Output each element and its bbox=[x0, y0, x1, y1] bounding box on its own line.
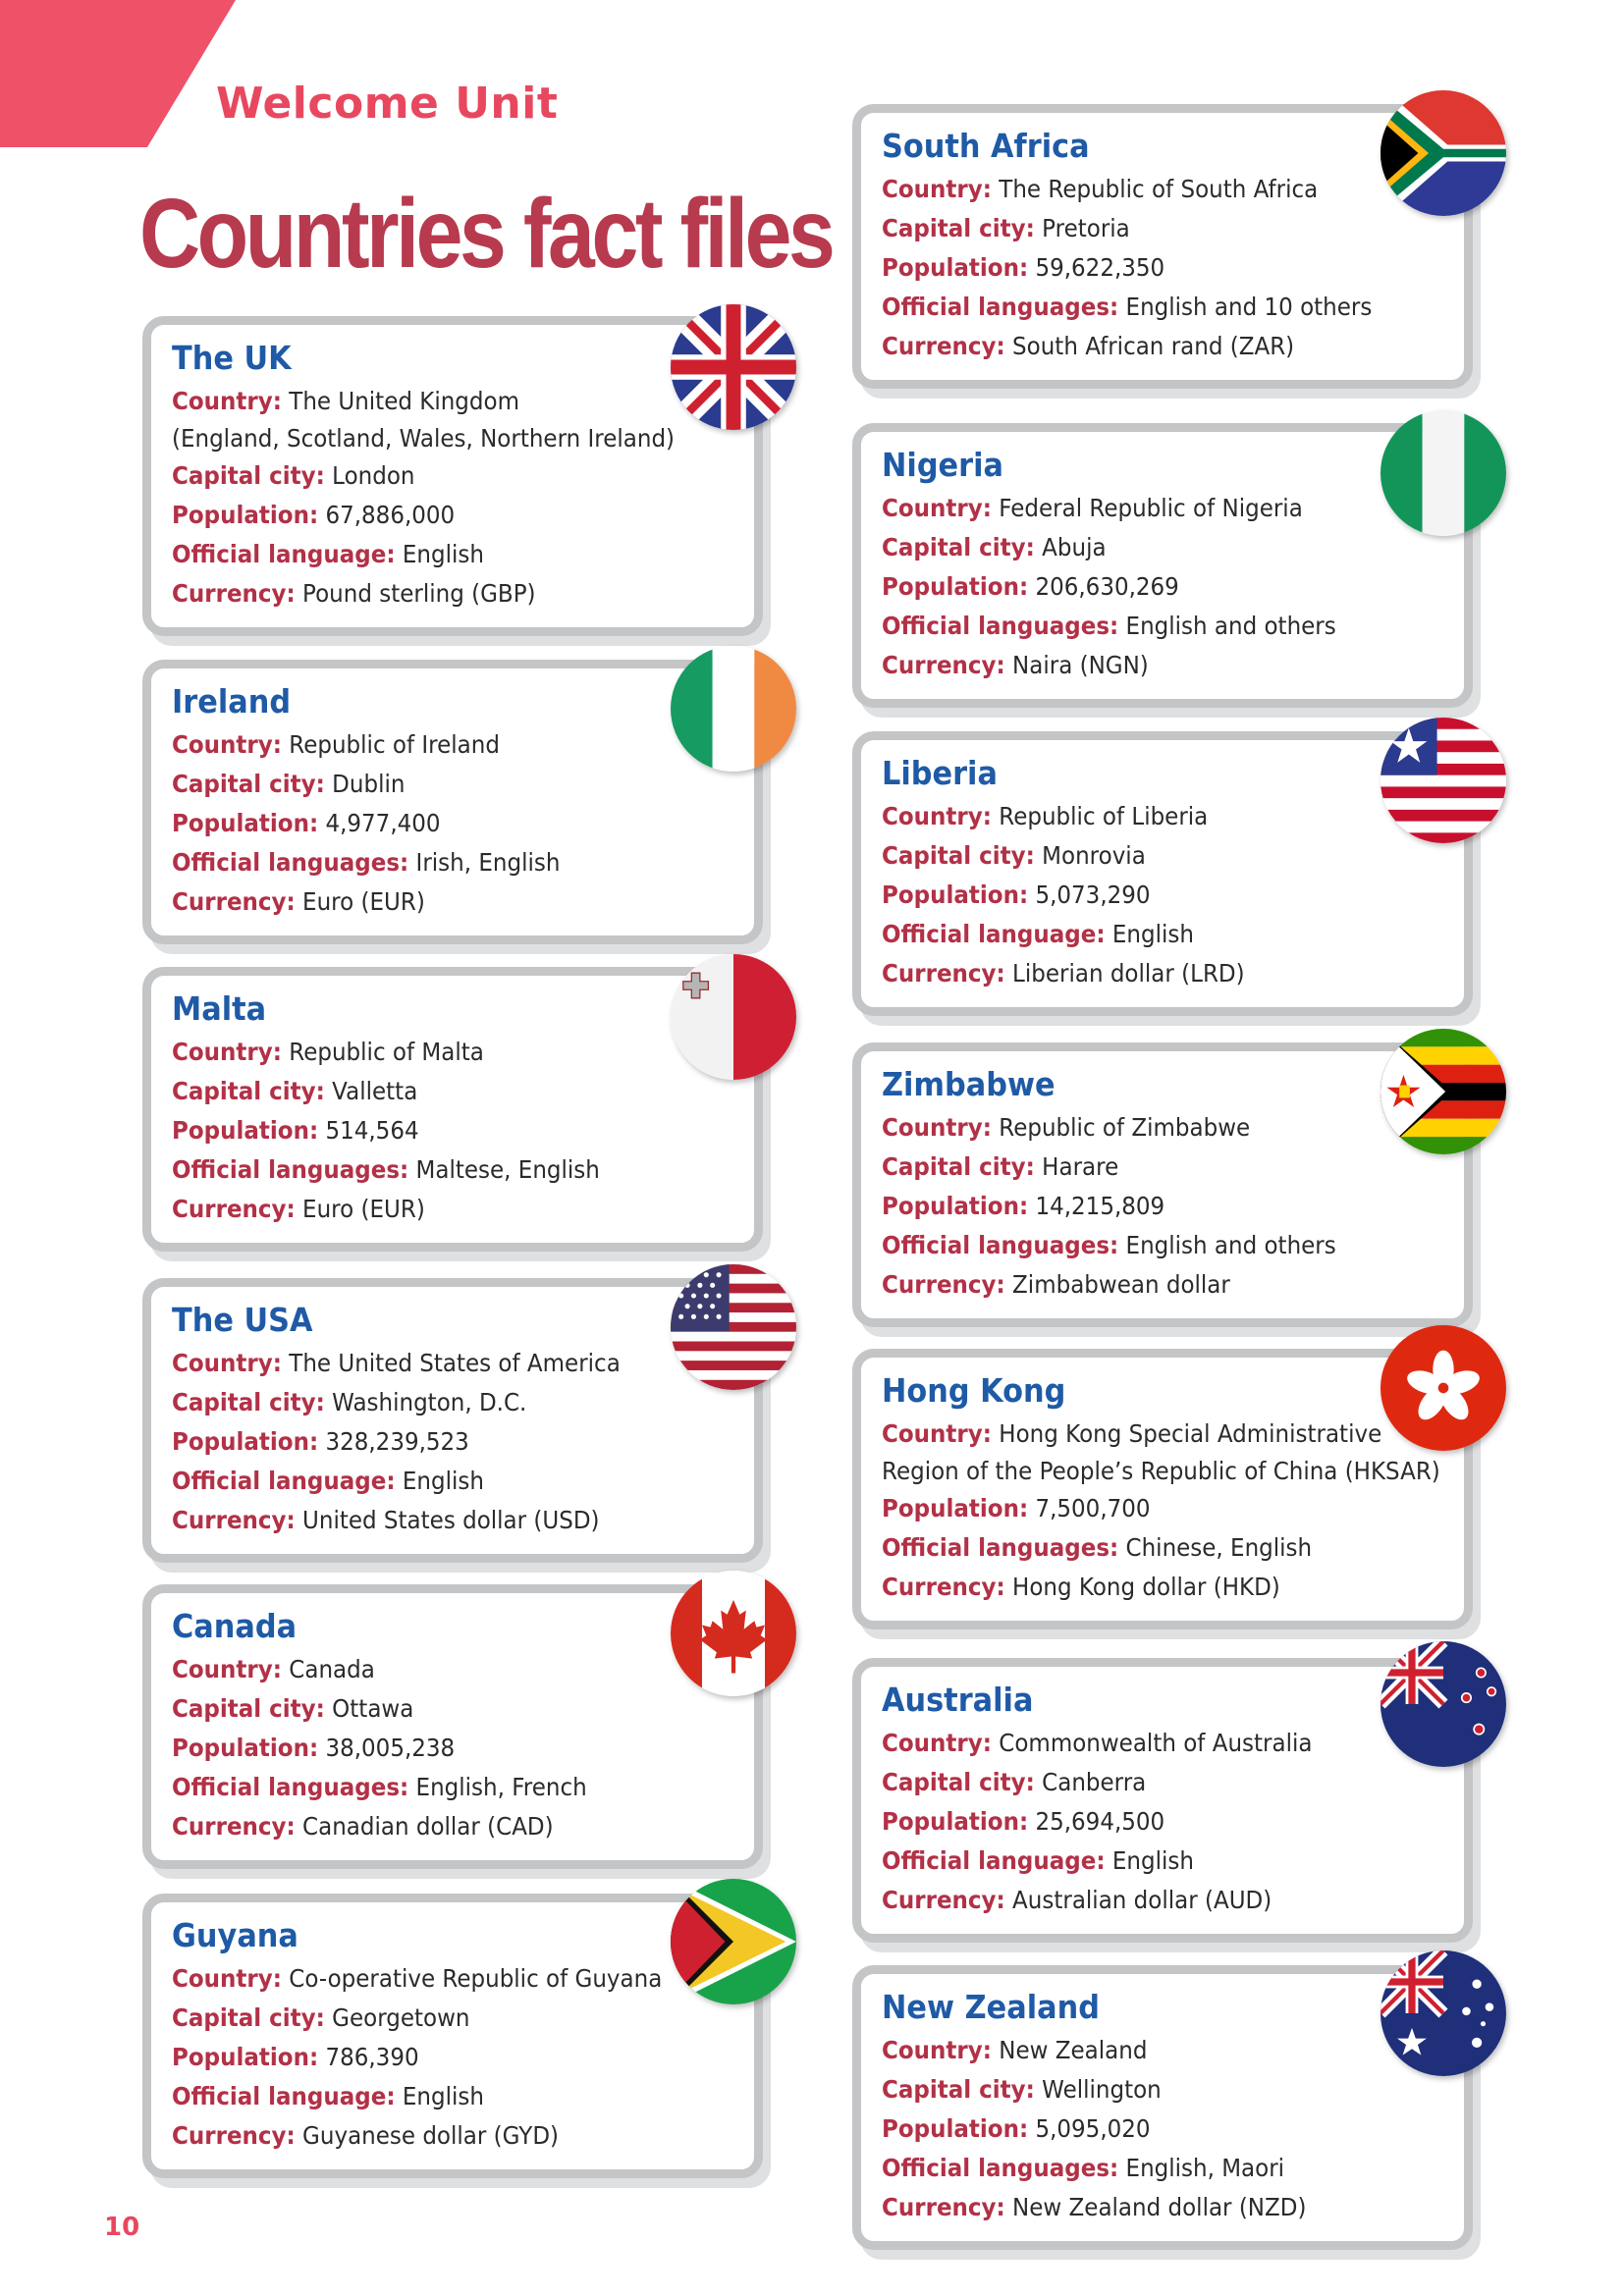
page-number: 10 bbox=[104, 2213, 140, 2242]
fact-card-liberia bbox=[852, 731, 1473, 1016]
capital-row: Capital city: London bbox=[172, 461, 415, 491]
language-row: Official language: English bbox=[882, 920, 1194, 949]
languages-row: Official languages: English, French bbox=[172, 1773, 587, 1802]
country-row: Country: The Republic of South Africa bbox=[882, 175, 1319, 204]
capital-row: Capital city: Canberra bbox=[882, 1768, 1147, 1797]
liberia-flag-icon bbox=[1380, 718, 1506, 843]
card-heading: New Zealand bbox=[882, 1988, 1100, 2026]
card-heading: South Africa bbox=[882, 127, 1090, 165]
population-row: Population: 59,622,350 bbox=[882, 253, 1165, 283]
capital-row: Capital city: Ottawa bbox=[172, 1694, 414, 1724]
country-row: Country: Republic of Liberia bbox=[882, 802, 1209, 831]
fact-card-ireland bbox=[142, 660, 763, 944]
capital-row: Capital city: Pretoria bbox=[882, 214, 1130, 243]
currency-row: Currency: Australian dollar (AUD) bbox=[882, 1886, 1272, 1915]
fact-card-zimbabwe bbox=[852, 1042, 1473, 1327]
card-heading: Ireland bbox=[172, 682, 292, 721]
unit-label: Welcome Unit bbox=[216, 79, 559, 129]
card-heading: Canada bbox=[172, 1607, 298, 1645]
country-row-continued: Region of the People’s Republic of China (HKSAR) bbox=[882, 1457, 1440, 1486]
currency-row: Currency: Canadian dollar (CAD) bbox=[172, 1812, 554, 1842]
capital-row: Capital city: Monrovia bbox=[882, 841, 1146, 871]
country-row: Country: The United States of America bbox=[172, 1349, 621, 1378]
south-africa-flag-icon bbox=[1380, 90, 1506, 216]
new-zealand-flag-icon bbox=[1380, 1950, 1506, 2076]
country-row-continued: (England, Scotland, Wales, Northern Ireland) bbox=[172, 424, 676, 454]
capital-row: Capital city: Washington, D.C. bbox=[172, 1388, 527, 1417]
currency-row: Currency: Guyanese dollar (GYD) bbox=[172, 2121, 560, 2151]
hong-kong-flag-icon bbox=[1380, 1325, 1506, 1451]
population-row: Population: 786,390 bbox=[172, 2043, 419, 2072]
currency-row: Currency: Zimbabwean dollar bbox=[882, 1270, 1230, 1300]
currency-row: Currency: United States dollar (USD) bbox=[172, 1506, 600, 1535]
population-row: Population: 67,886,000 bbox=[172, 501, 456, 530]
card-heading: Liberia bbox=[882, 754, 998, 792]
capital-row: Capital city: Dublin bbox=[172, 770, 406, 799]
capital-row: Capital city: Georgetown bbox=[172, 2003, 470, 2033]
usa-flag-icon bbox=[671, 1264, 796, 1390]
corner-tab-decoration bbox=[0, 0, 236, 147]
currency-row: Currency: New Zealand dollar (NZD) bbox=[882, 2193, 1307, 2222]
language-row: Official language: English bbox=[882, 1846, 1194, 1876]
card-heading: Australia bbox=[882, 1681, 1034, 1719]
capital-row: Capital city: Abuja bbox=[882, 533, 1107, 562]
population-row: Population: 5,073,290 bbox=[882, 881, 1151, 910]
currency-row: Currency: Liberian dollar (LRD) bbox=[882, 959, 1245, 988]
country-row: Country: Republic of Ireland bbox=[172, 730, 500, 760]
languages-row: Official languages: Irish, English bbox=[172, 848, 561, 878]
country-row: Country: Co-operative Republic of Guyana bbox=[172, 1964, 663, 1994]
currency-row: Currency: South African rand (ZAR) bbox=[882, 332, 1295, 361]
country-row: Country: Republic of Malta bbox=[172, 1038, 484, 1067]
population-row: Population: 514,564 bbox=[172, 1116, 419, 1146]
language-row: Official language: English bbox=[172, 1467, 484, 1496]
capital-row: Capital city: Wellington bbox=[882, 2075, 1162, 2105]
zimbabwe-flag-icon bbox=[1380, 1029, 1506, 1154]
country-row: Country: Canada bbox=[172, 1655, 375, 1684]
capital-row: Capital city: Harare bbox=[882, 1152, 1119, 1182]
card-heading: Guyana bbox=[172, 1916, 298, 1954]
language-row: Official language: English bbox=[172, 2082, 484, 2111]
card-heading: Hong Kong bbox=[882, 1371, 1066, 1410]
language-row: Official language: English bbox=[172, 540, 484, 569]
population-row: Population: 328,239,523 bbox=[172, 1427, 469, 1457]
currency-row: Currency: Euro (EUR) bbox=[172, 887, 425, 917]
card-heading: The UK bbox=[172, 339, 292, 377]
population-row: Population: 4,977,400 bbox=[172, 809, 441, 838]
country-row: Country: Federal Republic of Nigeria bbox=[882, 494, 1303, 523]
country-row: Country: Commonwealth of Australia bbox=[882, 1729, 1313, 1758]
currency-row: Currency: Hong Kong dollar (HKD) bbox=[882, 1573, 1280, 1602]
population-row: Population: 5,095,020 bbox=[882, 2114, 1151, 2144]
capital-row: Capital city: Valletta bbox=[172, 1077, 418, 1106]
fact-card-canada bbox=[142, 1584, 763, 1869]
page-title: Countries fact files bbox=[139, 179, 833, 289]
country-row: Country: New Zealand bbox=[882, 2036, 1148, 2065]
population-row: Population: 38,005,238 bbox=[172, 1734, 456, 1763]
fact-card-nigeria bbox=[852, 423, 1473, 708]
languages-row: Official languages: English and others bbox=[882, 612, 1336, 641]
card-heading: Nigeria bbox=[882, 446, 1004, 484]
uk-flag-icon bbox=[671, 304, 796, 430]
currency-row: Currency: Pound sterling (GBP) bbox=[172, 579, 536, 609]
languages-row: Official languages: Maltese, English bbox=[172, 1155, 600, 1185]
languages-row: Official languages: English and others bbox=[882, 1231, 1336, 1260]
country-row: Country: Republic of Zimbabwe bbox=[882, 1113, 1251, 1143]
card-heading: The USA bbox=[172, 1301, 313, 1339]
fact-card-malta bbox=[142, 967, 763, 1252]
population-row: Population: 7,500,700 bbox=[882, 1494, 1151, 1523]
guyana-flag-icon bbox=[671, 1879, 796, 2004]
languages-row: Official languages: English and 10 others bbox=[882, 293, 1373, 322]
ireland-flag-icon bbox=[671, 646, 796, 772]
population-row: Population: 14,215,809 bbox=[882, 1192, 1165, 1221]
currency-row: Currency: Euro (EUR) bbox=[172, 1195, 425, 1224]
canada-flag-icon bbox=[671, 1571, 796, 1696]
currency-row: Currency: Naira (NGN) bbox=[882, 651, 1149, 680]
card-heading: Malta bbox=[172, 989, 267, 1028]
population-row: Population: 25,694,500 bbox=[882, 1807, 1165, 1837]
languages-row: Official languages: Chinese, English bbox=[882, 1533, 1313, 1563]
population-row: Population: 206,630,269 bbox=[882, 572, 1179, 602]
nigeria-flag-icon bbox=[1380, 410, 1506, 536]
malta-flag-icon bbox=[671, 954, 796, 1080]
card-heading: Zimbabwe bbox=[882, 1065, 1056, 1103]
languages-row: Official languages: English, Maori bbox=[882, 2154, 1285, 2183]
australia-flag-icon bbox=[1380, 1641, 1506, 1767]
country-row: Country: The United Kingdom bbox=[172, 387, 519, 416]
fact-card-south-africa bbox=[852, 104, 1473, 389]
fact-card-usa bbox=[142, 1278, 763, 1563]
country-row: Country: Hong Kong Special Administrative bbox=[882, 1419, 1382, 1449]
